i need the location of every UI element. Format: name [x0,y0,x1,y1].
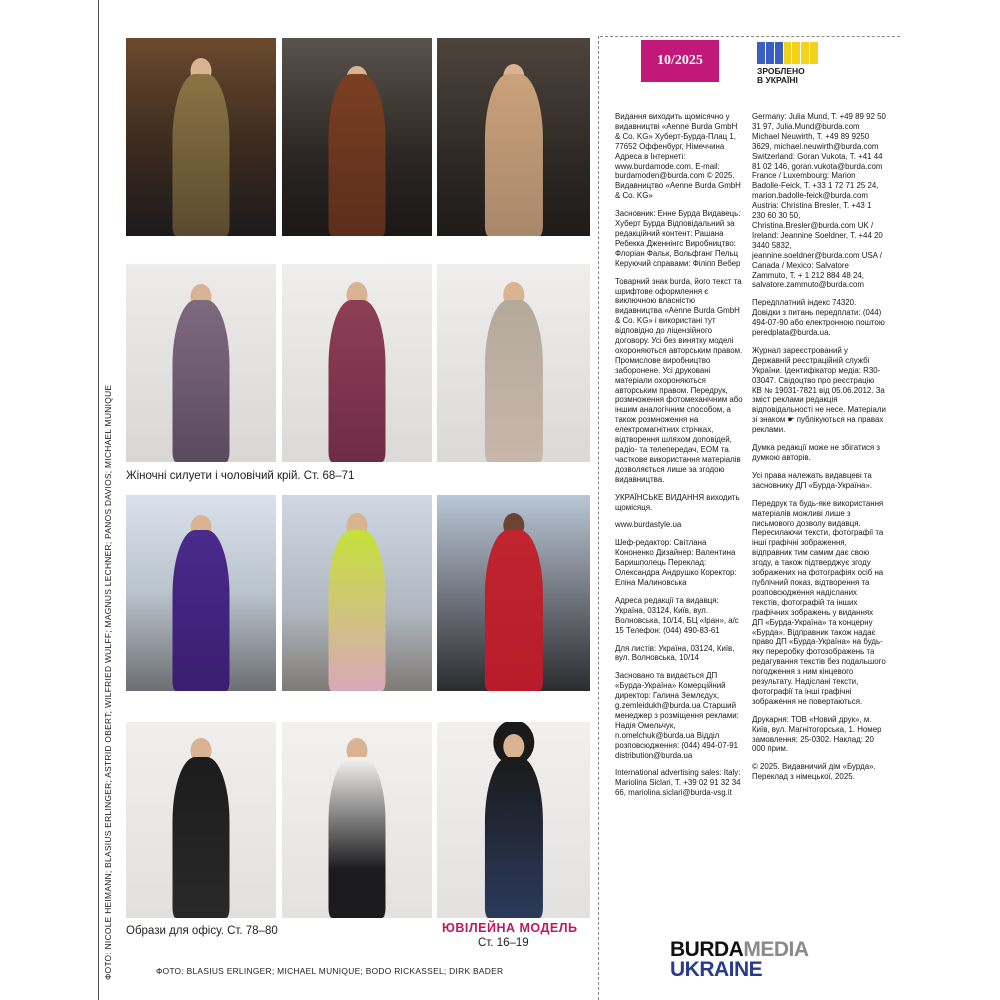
caption-silhouettes: Жіночні силуети і чоловічий крій. Ст. 68–71 [126,470,355,482]
imprint-paragraph: Засновник: Енне Бурда Видавець: Хуберт Бурда Відповідальний за редакційний контент: Рашана Ребекка Дженнінгс Виробництво: Флоріан Фальк, Вольфганг Пельц Керуючий справами: Філіпп Вебер [615,209,741,268]
imprint-paragraph: Усі права належать видавцеві та засновнику ДП «Бурда-Україна». [752,470,873,490]
caption-jubilee-title: ЮВІЛЕЙНА МОДЕЛЬ [442,921,578,935]
imprint-paragraph: Шеф-редактор: Світлана Кононенко Дизайнер: Валентина Баришполець Переклад: Олександра Андрушко Коректор: Еліна Малиновська [615,538,737,587]
logo-ukraine: UKRAINE [670,958,763,981]
photo-credit-vertical: ФОТО: NICOLE HEIMANN; BLASIUS ERLINGER; ASTRID OBERT; WILFRIED WULFF; MAGNUS LECHNER; PANOS DAVIOS; MICHAEL MUNIQUE [103,384,113,980]
imprint-paragraph: © 2025. Видавничий дім «Бурда». Переклад з німецької, 2025. [752,762,876,782]
top-divider [600,36,900,37]
imprint-paragraph: Журнал зареєстрований у Державній реєстраційній службі України. Ідентифікатор медіа: R30-03047. Свідоцтво про реєстрацію КВ № 19031-7821 від 05.06.2012. За зміст реклами редакція відповідальності не несе. Матеріали зі знаком ☛ публікуються на правах реклами. [752,345,886,435]
photo-beret-floral [126,264,276,462]
photo-black-dress-reading [126,722,276,918]
imprint-paragraph: Видання виходить щомісячно у видавництві «Aenne Burda GmbH & Co. KG» Хуберт-Бурда-Плац 1, 77652 Оффенбург, Німеччина Адреса в Інтернеті: www.burdamode.com. E-mail: burdamoden@burda.com © 2025. Видавництво «Aenne Burda GmbH & Co. KG» [615,112,741,201]
imprint-paragraph: Засновано та видається ДП «Бурда-Україна» Комерційний директор: Галина Землєдух, g.zemleidukh@burda.ua Старший менеджер з розміщення реклами: Надія Омельчук, n.omelchuk@burda.ua Відділ розповсюдження: (044) 494-07-91 distribution@burda.ua [615,671,739,760]
imprint-paragraph: Передплатний індекс 74320. Довідки з питань передплати: (044) 494-07-90 або електронною поштою peredplata@burda.ua. [752,298,885,338]
imprint-paragraph: УКРАЇНСЬКЕ ВИДАННЯ виходить щомісяця. [615,492,740,512]
photo-satin-blouse [437,38,590,236]
page-left-edge [98,0,99,1000]
ua-badge-line1: ЗРОБЛЕНО [757,66,805,76]
imprint-paragraph: Адреса редакції та видавця: Україна, 03124, Київ, вул. Волновська, 10/14, БЦ «Іран», а/с 15 Телефон: (044) 490-83-61 [615,595,739,635]
imprint-paragraph: Для листів: Україна, 03124, Київ, вул. Волновська, 10/14 [615,643,735,663]
made-in-ukraine-badge [757,42,819,88]
caption-jubilee-pages: Ст. 16–19 [478,937,529,949]
imprint-website: www.burdastyle.ua [615,520,682,530]
imprint-paragraph: Germany: Julia Mund, T. +49 89 92 50 31 97, Julia.Mund@burda.com Michael Neuwirth, T. +49 89 9250 3629, michael.neuwirth@burda.com Switzerland: Goran Vukota, T. +41 44 81 02 146, goran.vukota@burda.com France / Luxembourg: Marion Badolle-Feick, T. +33 1 72 71 25 24, marion.badolle-feick@burda.com Austria: Christina Bresler, T. +43 1 230 60 30 50, Christina.Bresler@burda.com UK / Ireland: Jeannine Soeldner, T. +44 20 3440 5832, jeannine.soeldner@burda.com USA / Canada / Mexico: Salvatore Zammuto, T. + 1 212 884 48 24, salvatore.zammuto@burda.com [752,112,886,290]
photo-brown-outfit-bag [282,38,432,236]
photo-paisley-dress [126,38,276,236]
imprint-right-column [752,112,886,790]
imprint-paragraph: Товарний знак burda, його текст та шрифтове оформлення є виключною власністю видавництва «Aenne Burda GmbH & Co. KG» і використані тут відповідно до ліцензійного договору. Усі без винятку моделі охороняються авторським правом. Промислове виробництво заборонене. Усі друковані матеріали охороняються авторським правом. Передрук, розмноження фотомеханічним або іншим аналогічним способом, а також розмноження на електромагнітних стрічках, відтворення шляхом доповідей, радіо- та телепередач, ЕОМ та часткове використання матеріалів дозволяється лише за згодою видавництва. [615,276,743,484]
column-divider [598,36,600,1000]
logo-burda: BURDA [670,938,744,961]
photo-purple-dress [126,495,276,691]
issue-badge: 10/2025 [641,40,719,82]
caption-office: Образи для офісу. Ст. 78–80 [126,925,278,937]
ua-badge-line2: В УКРАЇНІ [757,75,798,85]
imprint-paragraph: Передрук та будь-яке використання матеріалів можливі лише з письмового дозволу видавця. Пересилаючи тексти, фотографії та інші графічні зображення, відправник тим самим дає свою згоду, а також підтверджує згоду зображених на фотографіях осіб на публічний показ, відтворення та розповсюдження надісланих текстів, фотографій та інших графічних зображень у виданнях ДП «Бурда-Україна» та концерну «Бурда». Відправник також надає право ДП «Бурда-Україна» на будь-яку переробку фотозображень та редагування текстів без подальшого погодження з ним кінцевого результату. Надіслані тексти, фотографії та інші графічні зображення не повертаються. [752,498,886,706]
logo-media: MEDIA [743,938,809,961]
burda-media-logo [670,940,809,980]
imprint-left-column [615,112,743,806]
photo-burgundy-blazer [282,264,432,462]
photo-beige-jacket [437,264,590,462]
ukraine-flag-icon [757,42,819,64]
photo-credit-bottom: ФОТО: BLASIUS ERLINGER; MICHAEL MUNIQUE; BODO RICKASSEL; DIRK BADER [156,966,504,976]
imprint-paragraph: Друкарня: ТОВ «Новий друк», м. Київ, вул. Магнітогорська, 1. Номер замовлення: 25-0302. Наклад: 20 000 прим. [752,714,882,754]
imprint-paragraph: Думка редакції може не збігатися з думкою авторів. [752,443,881,462]
photo-white-blazer [282,722,432,918]
photo-red-sweater-scarf [437,495,590,691]
imprint-paragraph: International advertising sales: Italy: Mariolina Siclari, T. +39 02 91 32 34 66, mariolina.siclari@burda-vsg.it [615,768,741,798]
photo-black-hat-embroidered [437,722,590,918]
photo-lime-jacket [282,495,432,691]
